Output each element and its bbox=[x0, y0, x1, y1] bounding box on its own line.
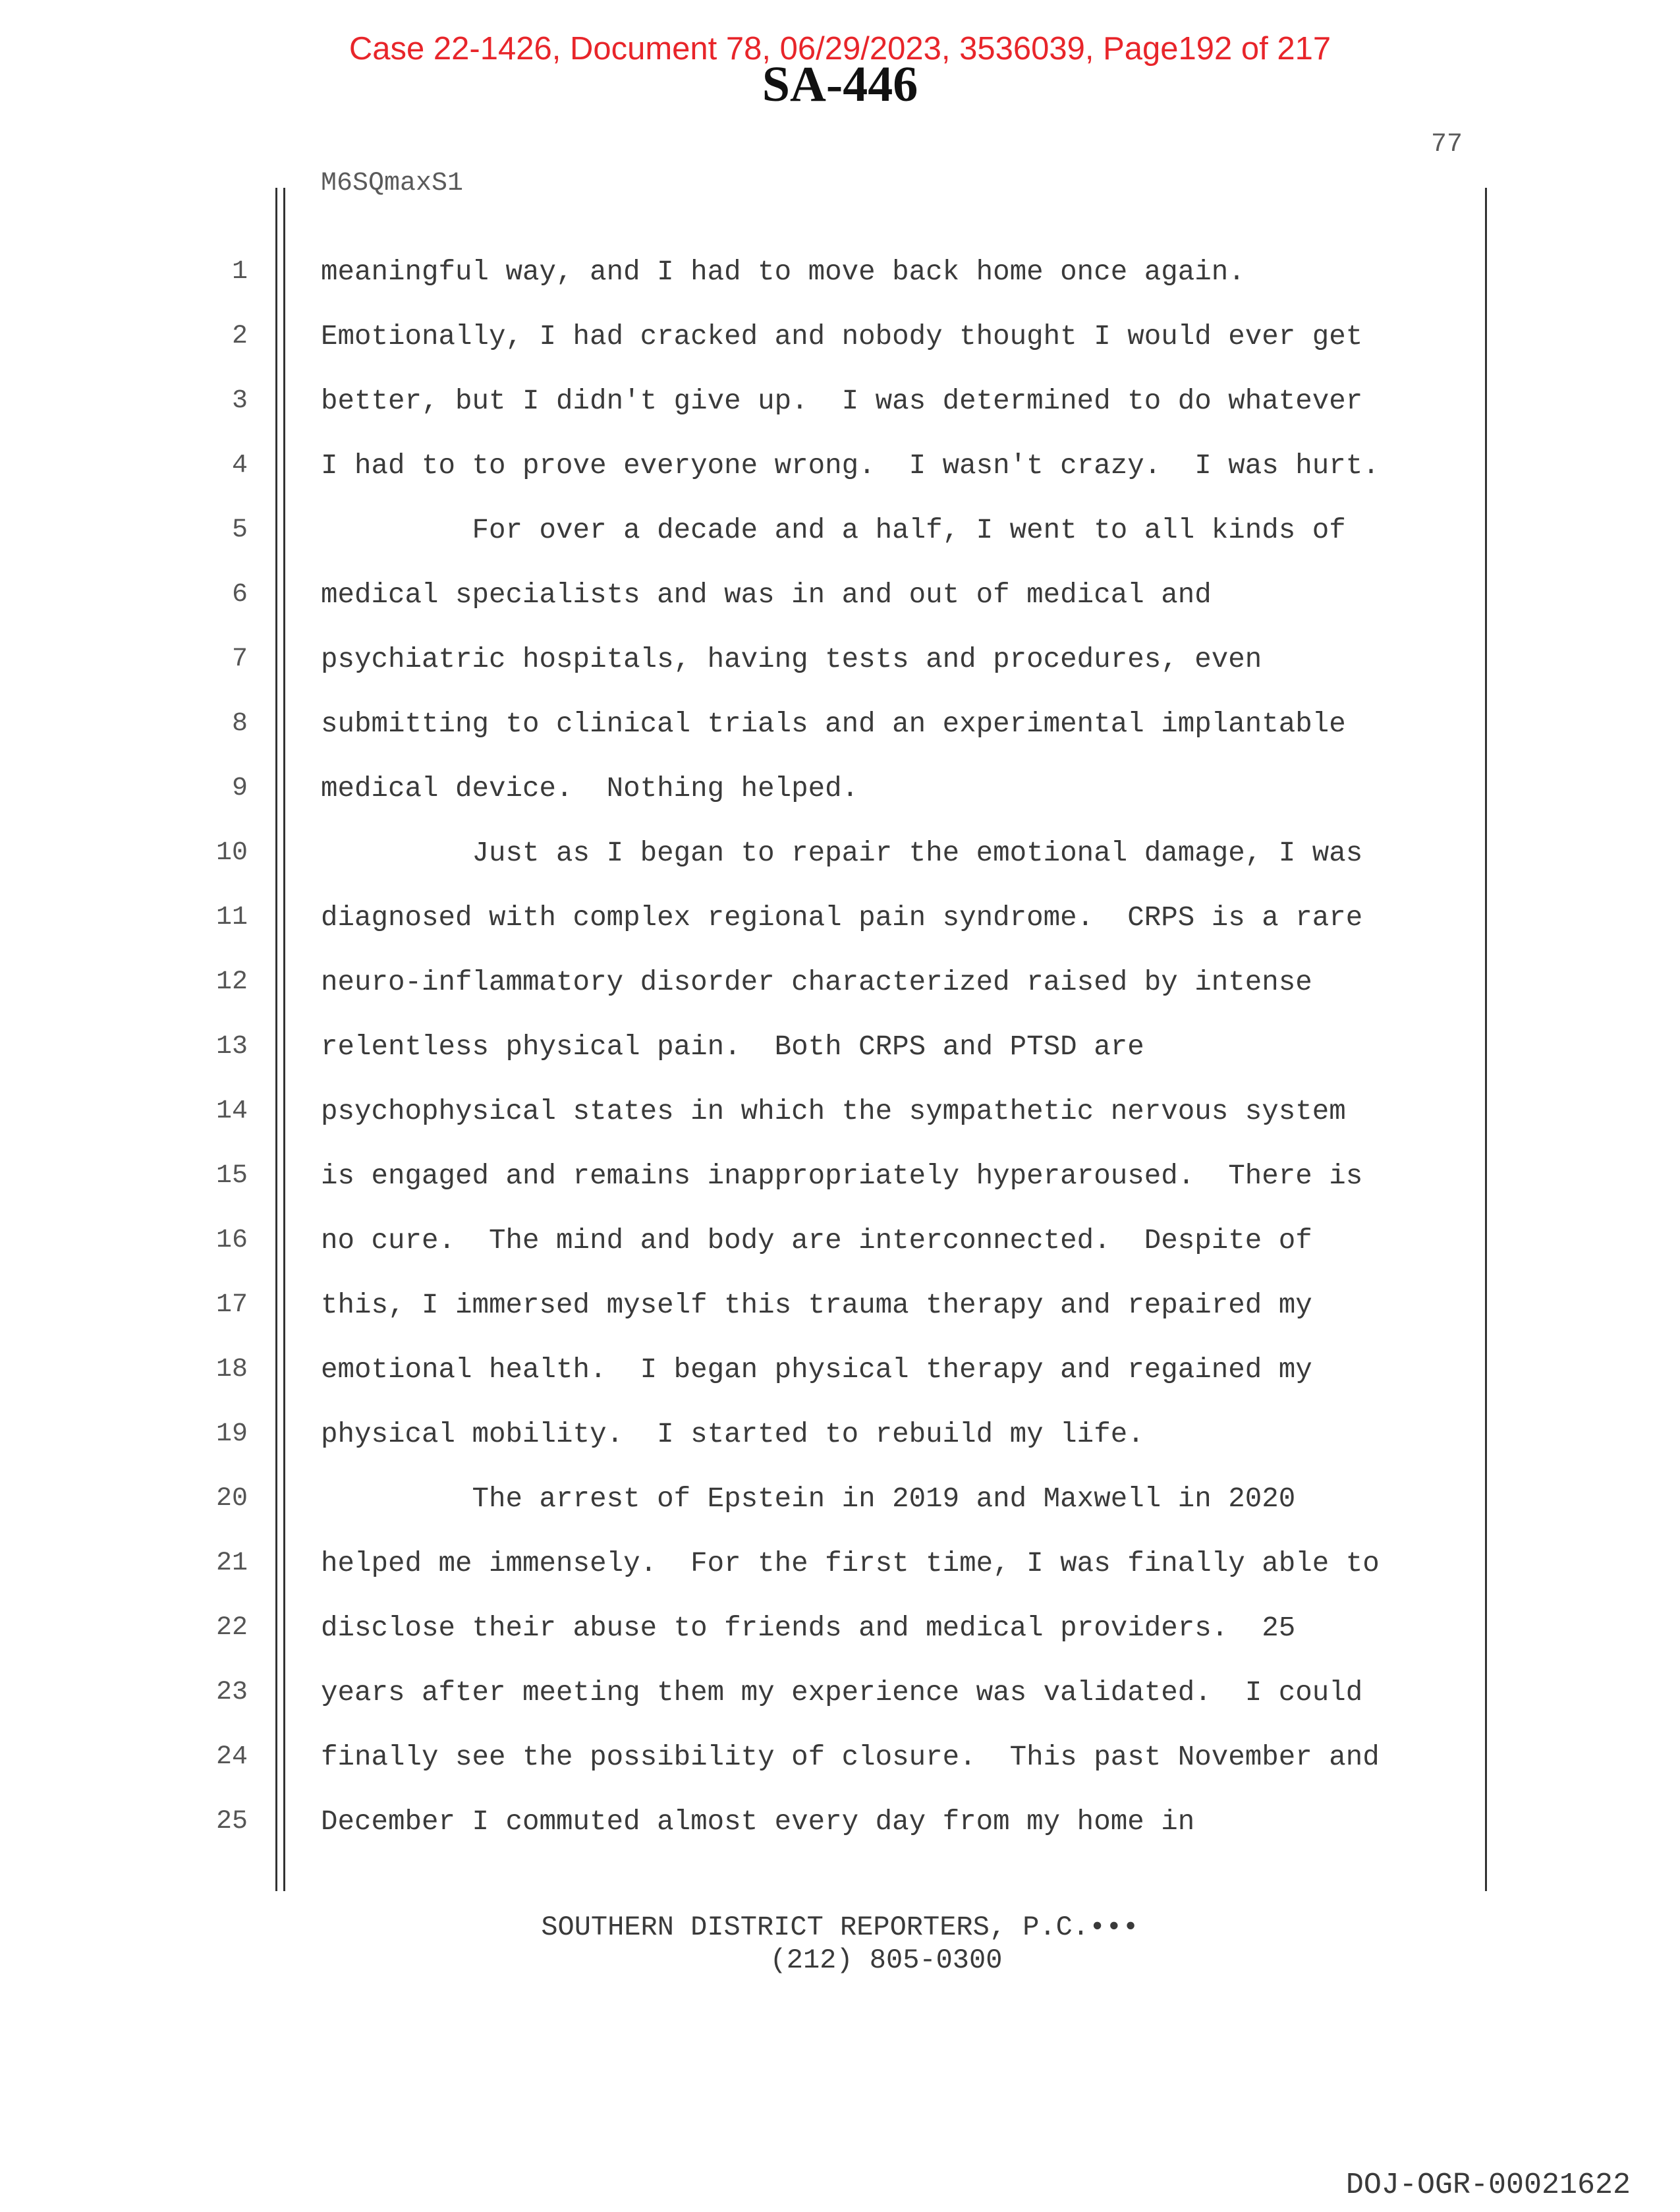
transcript-line bbox=[0, 1338, 1680, 1402]
transcript-line bbox=[0, 304, 1680, 369]
transcript-line bbox=[0, 1079, 1680, 1144]
transcript-line bbox=[0, 756, 1680, 821]
line-number: 2 bbox=[231, 322, 248, 351]
line-text: medical device. Nothing helped. bbox=[321, 773, 859, 805]
line-text: diagnosed with complex regional pain syndrome. CRPS is a rare bbox=[321, 902, 1363, 934]
line-text: submitting to clinical trials and an experimental implantable bbox=[321, 708, 1346, 740]
transcript-line bbox=[0, 498, 1680, 563]
line-text: emotional health. I began physical therapy and regained my bbox=[321, 1354, 1312, 1386]
line-text: psychiatric hospitals, having tests and procedures, even bbox=[321, 644, 1262, 675]
line-number: 18 bbox=[215, 1355, 248, 1384]
transcript-line bbox=[0, 692, 1680, 756]
line-number: 22 bbox=[215, 1613, 248, 1643]
line-number: 19 bbox=[215, 1419, 248, 1449]
line-number: 5 bbox=[231, 515, 248, 545]
line-number: 13 bbox=[215, 1032, 248, 1062]
line-text: meaningful way, and I had to move back home once again. bbox=[321, 256, 1245, 288]
line-text: this, I immersed myself this trauma therapy and repaired my bbox=[321, 1290, 1312, 1321]
line-text: disclose their abuse to friends and medical providers. 25 bbox=[321, 1612, 1296, 1644]
transcript-line bbox=[0, 886, 1680, 950]
transcript-line bbox=[0, 1660, 1680, 1725]
reporter-phone: (212) 805-0300 bbox=[770, 1944, 1003, 1976]
line-text: I had to to prove everyone wrong. I wasn't crazy. I was hurt. bbox=[321, 450, 1380, 482]
line-text: helped me immensely. For the first time, I was finally able to bbox=[321, 1548, 1380, 1579]
line-text: The arrest of Epstein in 2019 and Maxwell in 2020 bbox=[321, 1483, 1296, 1515]
line-number: 4 bbox=[231, 451, 248, 480]
transcript-line bbox=[0, 1208, 1680, 1273]
transcript-line bbox=[0, 1790, 1680, 1854]
page-number: 77 bbox=[1430, 130, 1463, 159]
line-number: 15 bbox=[215, 1161, 248, 1191]
reporter-name: SOUTHERN DISTRICT REPORTERS, P.C.••• bbox=[541, 1912, 1139, 1943]
doc-code: M6SQmaxS1 bbox=[321, 169, 464, 198]
line-text: relentless physical pain. Both CRPS and PTSD are bbox=[321, 1031, 1144, 1063]
line-text: December I commuted almost every day from my home in bbox=[321, 1806, 1195, 1838]
transcript-line bbox=[0, 1015, 1680, 1079]
line-number: 17 bbox=[215, 1290, 248, 1320]
line-number: 12 bbox=[215, 967, 248, 997]
reporter-footer bbox=[0, 1911, 1680, 1977]
transcript-line bbox=[0, 821, 1680, 886]
line-text: is engaged and remains inappropriately hyperaroused. There is bbox=[321, 1160, 1363, 1192]
line-number: 8 bbox=[231, 709, 248, 739]
transcript-line bbox=[0, 1596, 1680, 1660]
line-text: finally see the possibility of closure. This past November and bbox=[321, 1742, 1380, 1773]
transcript-line bbox=[0, 950, 1680, 1015]
line-text: Emotionally, I had cracked and nobody thought I would ever get bbox=[321, 321, 1363, 353]
transcript-line bbox=[0, 369, 1680, 434]
line-number: 20 bbox=[215, 1484, 248, 1514]
line-text: years after meeting them my experience was validated. I could bbox=[321, 1677, 1363, 1709]
transcript-line bbox=[0, 627, 1680, 692]
line-text: physical mobility. I started to rebuild my life. bbox=[321, 1419, 1144, 1450]
bates-number: DOJ-OGR-00021622 bbox=[1345, 2169, 1631, 2202]
line-text: better, but I didn't give up. I was determined to do whatever bbox=[321, 385, 1363, 417]
line-number: 21 bbox=[215, 1548, 248, 1578]
line-text: neuro-inflammatory disorder characterized raised by intense bbox=[321, 967, 1312, 998]
line-text: psychophysical states in which the sympathetic nervous system bbox=[321, 1096, 1346, 1127]
case-header: Case 22-1426, Document 78, 06/29/2023, 3536039, Page192 of 217 bbox=[349, 31, 1331, 67]
line-text: no cure. The mind and body are interconnected. Despite of bbox=[321, 1225, 1312, 1257]
line-number: 9 bbox=[231, 774, 248, 803]
line-number: 14 bbox=[215, 1096, 248, 1126]
line-text: For over a decade and a half, I went to all kinds of bbox=[321, 515, 1346, 546]
transcript-line bbox=[0, 240, 1680, 304]
transcript-line bbox=[0, 1725, 1680, 1790]
line-text: medical specialists and was in and out of medical and bbox=[321, 579, 1212, 611]
line-number: 3 bbox=[231, 386, 248, 416]
line-number: 23 bbox=[215, 1678, 248, 1707]
transcript-line bbox=[0, 1273, 1680, 1338]
transcript-line bbox=[0, 563, 1680, 627]
line-number: 24 bbox=[215, 1742, 248, 1772]
transcript-line bbox=[0, 434, 1680, 498]
transcript-line bbox=[0, 1402, 1680, 1467]
transcript-line bbox=[0, 1531, 1680, 1596]
line-number: 16 bbox=[215, 1226, 248, 1255]
transcript-line bbox=[0, 1467, 1680, 1531]
sa-number: SA-446 bbox=[762, 57, 918, 112]
line-number: 25 bbox=[215, 1807, 248, 1836]
line-number: 6 bbox=[231, 580, 248, 610]
line-number: 1 bbox=[231, 257, 248, 287]
line-text: Just as I began to repair the emotional damage, I was bbox=[321, 837, 1363, 869]
transcript-line bbox=[0, 1144, 1680, 1208]
line-number: 7 bbox=[231, 644, 248, 674]
line-number: 10 bbox=[215, 838, 248, 868]
line-number: 11 bbox=[215, 903, 248, 932]
